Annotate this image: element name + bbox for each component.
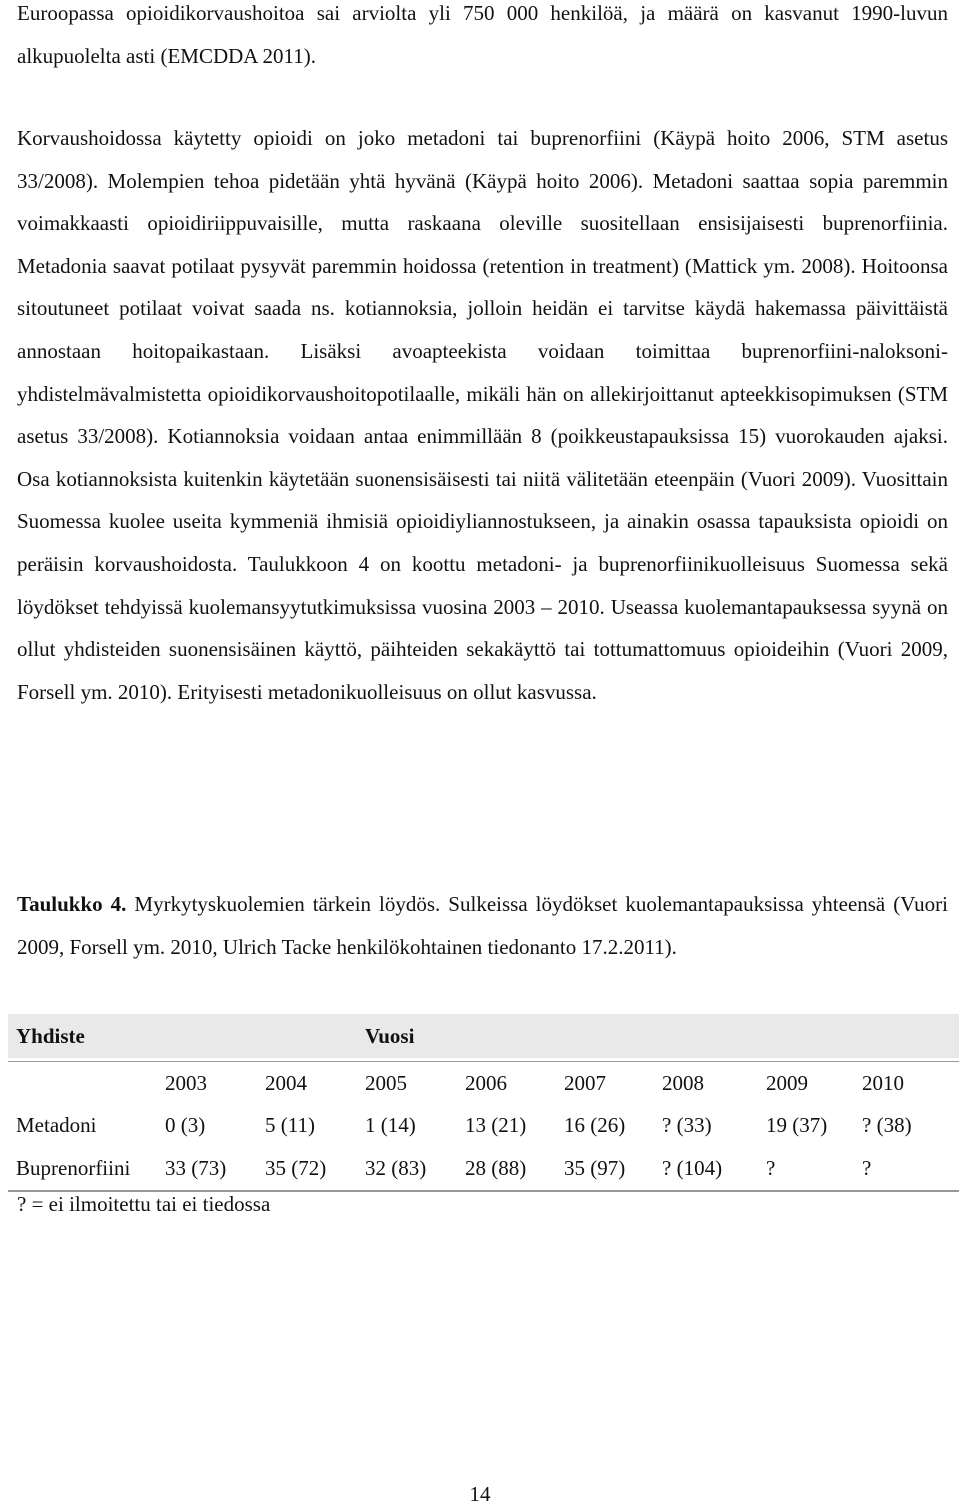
table-header-row — [8, 1014, 959, 1058]
table-cell: ? (38) — [862, 1113, 912, 1138]
year-cell: 2005 — [365, 1062, 465, 1105]
table-cell: 13 (21) — [465, 1113, 527, 1138]
table-row — [8, 1105, 959, 1148]
table-cell: 19 (37) — [766, 1113, 828, 1138]
table-cell: ? — [862, 1147, 959, 1191]
paragraph-body: Korvaushoidossa käytetty opioidi on joko metadoni tai buprenorfiini (Käypä hoito 2006, STM asetus 33/2008). Molempien tehoa pidetään yhtä hyvänä (Käypä hoito 2006). Metadoni saattaa sopia paremmin voimakkaasti opioidiriippuvaisille, mutta raskaana oleville suositellaan ensisijaisesti buprenorfiinia. Metadonia saavat potilaat pysyvät paremmin hoidossa (retention in treatment) (Mattick ym. 2008). Hoitoonsa sitoutuneet potilaat voivat saada ns. kotiannoksia, jolloin heidän ei tarvitse käydä hakemassa päivittäistä annostaan hoitopaikastaan. Lisäksi avoapteekista voidaan toimittaa buprenorfiini-naloksoni-yhdistelmävalmistetta opioidikorvaushoitopotilaalle, mikäli hän on allekirjoittanut apteekkisopimuksen (STM asetus 33/2008). Kotiannoksia voidaan antaa enimmillään 8 (poikkeustapauksissa 15) vuorokauden ajaksi. Osa kotiannoksista kuitenkin käytetään suonensisäisesti tai niitä välitetään eteenpäin (Vuori 2009). Vuosittain Suomessa kuolee useita kymmeniä ihmisiä opioidiyliannostukseen, ja ainakin osassa tapauksista opioidi on peräisin korvaushoidosta. Taulukkoon 4 on koottu metadoni- ja buprenorfiinikuolleisuus Suomessa sekä löydökset tehdyissä kuolemansyytutkimuksissa vuosina 2003 – 2010. Useassa kuolemantapauksessa syynä on ollut yhdisteiden suonensisäinen käyttö, päihteiden sekakäyttö tai tottumattomuus opioideihin (Vuori 2009, Forsell ym. 2010). Erityisesti metadonikuolleisuus on ollut kasvussa. — [17, 126, 948, 704]
header-compound: Yhdiste — [8, 1014, 165, 1058]
table-cell: 33 (73) — [165, 1147, 265, 1191]
year-cell: 2004 — [265, 1062, 365, 1105]
header-year: Vuosi — [365, 1014, 465, 1058]
table-cell: ? (104) — [662, 1147, 766, 1191]
table-cell: 1 (14) — [365, 1113, 416, 1138]
table-cell: 0 (3) — [165, 1113, 206, 1138]
table-cell: 35 (72) — [265, 1147, 365, 1191]
table-caption — [17, 883, 948, 968]
table-caption-text: Myrkytyskuolemien tärkein löydös. Sulkeissa löydökset kuolemantapauksissa yhteensä (Vuori 2009, Forsell ym. 2010, Ulrich Tacke henkilökohtainen tiedonanto 17.2.2011). — [17, 892, 948, 959]
table-cell: 16 (26) — [564, 1113, 626, 1138]
table-cell: 28 (88) — [465, 1147, 564, 1191]
row-label: Buprenorfiini — [8, 1147, 165, 1191]
table-cell: 32 (83) — [365, 1147, 465, 1191]
page-number: 14 — [469, 1482, 491, 1506]
year-cell: 2007 — [564, 1062, 662, 1105]
table-cell: ? (33) — [662, 1113, 712, 1138]
data-table — [8, 1014, 959, 1192]
table-cell: 5 (11) — [265, 1113, 315, 1138]
row-label: Metadoni — [16, 1113, 97, 1138]
table-cell: 35 (97) — [564, 1147, 662, 1191]
paragraph-intro: Euroopassa opioidikorvaushoitoa sai arviolta yli 750 000 henkilöä, ja määrä on kasvanut 1990-luvun alkupuolelta asti (EMCDDA 2011). — [17, 1, 948, 68]
table-note: ? = ei ilmoitettu tai ei tiedossa — [17, 1192, 271, 1216]
year-cell: 2003 — [165, 1062, 265, 1105]
year-cell: 2009 — [766, 1062, 862, 1105]
table-row — [8, 1147, 959, 1191]
table-cell: ? — [766, 1147, 862, 1191]
table-years-row — [8, 1062, 959, 1105]
year-cell: 2010 — [862, 1062, 959, 1105]
year-cell: 2008 — [662, 1062, 766, 1105]
year-cell: 2006 — [465, 1062, 564, 1105]
table-caption-label: Taulukko 4. — [17, 892, 127, 916]
